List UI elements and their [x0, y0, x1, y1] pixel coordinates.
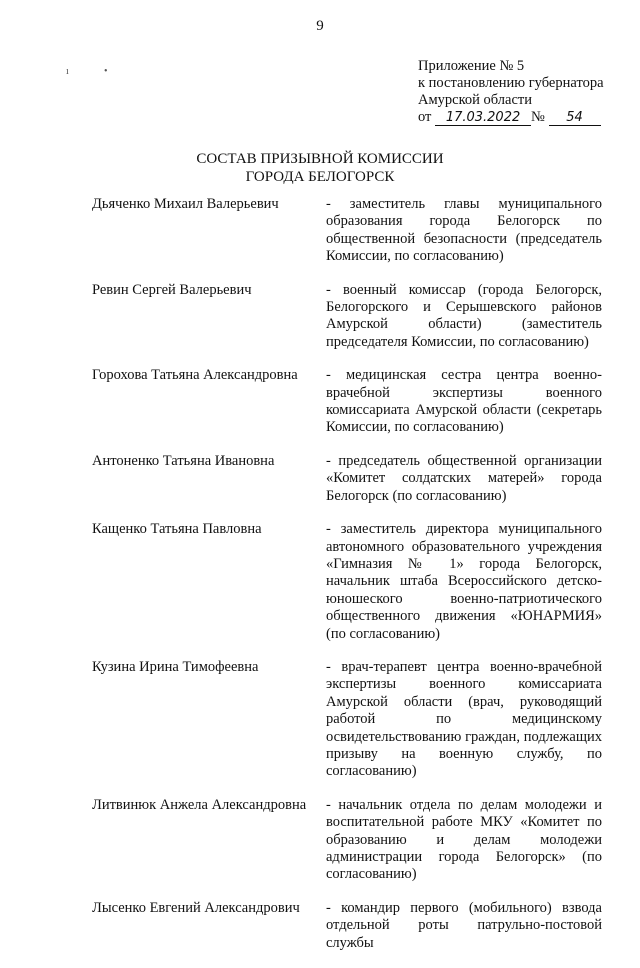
- member-row: [92, 659, 602, 781]
- member-name: Дьяченко Михаил Валерьевич: [92, 196, 279, 212]
- appendix-block: [418, 58, 628, 126]
- member-role: - председатель общественной организации «Комитет солдатских матерей» города Белогорск (по согласованию): [326, 452, 602, 504]
- commission-members: [92, 196, 602, 968]
- handwritten-date: 17.03.2022: [435, 111, 531, 126]
- member-name: Ревин Сергей Валерьевич: [92, 281, 252, 298]
- member-role: - врач-терапевт центра военно-врачебной экспертизы военного комиссариата Амурской области (врач, руководящий работой по медицинскому освидетельствованию граждан, подлежащих призыву на военную службу, по согласованию): [326, 658, 602, 780]
- member-row: [92, 453, 602, 505]
- title-line: ГОРОДА БЕЛОГОРСК: [245, 169, 395, 185]
- member-name: Горохова Татьяна Александровна: [92, 367, 298, 384]
- appendix-resolution: к постановлению губернатора: [418, 75, 604, 91]
- member-row: [92, 367, 602, 437]
- member-row: [92, 797, 602, 884]
- handwritten-number: 54: [549, 111, 601, 126]
- member-row: [92, 900, 602, 952]
- member-role: - военный комиссар (города Белогорск, Белогорского и Серышевского районов Амурской области) (заместитель председателя Комиссии, по согласованию): [326, 281, 602, 350]
- title-line: СОСТАВ ПРИЗЫВНОЙ КОМИССИИ: [196, 151, 444, 167]
- member-name: Кащенко Татьяна Павловна: [92, 521, 262, 538]
- member-name: Кузина Ирина Тимофеевна: [92, 658, 259, 675]
- member-name: Лысенко Евгений Александрович: [92, 899, 300, 916]
- scan-mark: •: [104, 66, 108, 77]
- scan-mark: ı: [66, 66, 69, 77]
- member-role: - медицинская сестра центра военно-врачебной экспертизы военного комиссариата Амурской области (секретарь Комиссии, по согласованию): [326, 367, 602, 436]
- member-name: Литвинюк Анжела Александровна: [92, 796, 307, 813]
- member-role: - начальник отдела по делам молодежи и воспитательной работе МКУ «Комитет по образованию и делам молодежи администрации города Белогорск» (по согласованию): [326, 796, 602, 883]
- member-name: Антоненко Татьяна Ивановна: [92, 452, 275, 469]
- document-title: [0, 150, 640, 186]
- member-row: [92, 521, 602, 643]
- member-role: - заместитель директора муниципального автономного образовательного учреждения «Гимназия № 1» города Белогорск, начальник штаба Всероссийского детско-юношеского военно-патриотического общественного движения «ЮНАРМИЯ» (по согласованию): [326, 521, 602, 642]
- member-row: [92, 196, 602, 266]
- appendix-title: Приложение № 5: [418, 58, 525, 74]
- page-number: 9: [316, 18, 324, 34]
- appendix-date-line: [418, 109, 628, 126]
- member-role: - заместитель главы муниципального образования города Белогорск по общественной безопасности (председатель Комиссии, по согласованию): [326, 196, 602, 265]
- date-prefix: от: [418, 109, 432, 125]
- member-role: - командир первого (мобильного) взвода отдельной роты патрульно-постовой службы: [326, 899, 602, 951]
- member-row: [92, 282, 602, 352]
- appendix-region: Амурской области: [418, 92, 532, 108]
- number-prefix: №: [531, 109, 545, 125]
